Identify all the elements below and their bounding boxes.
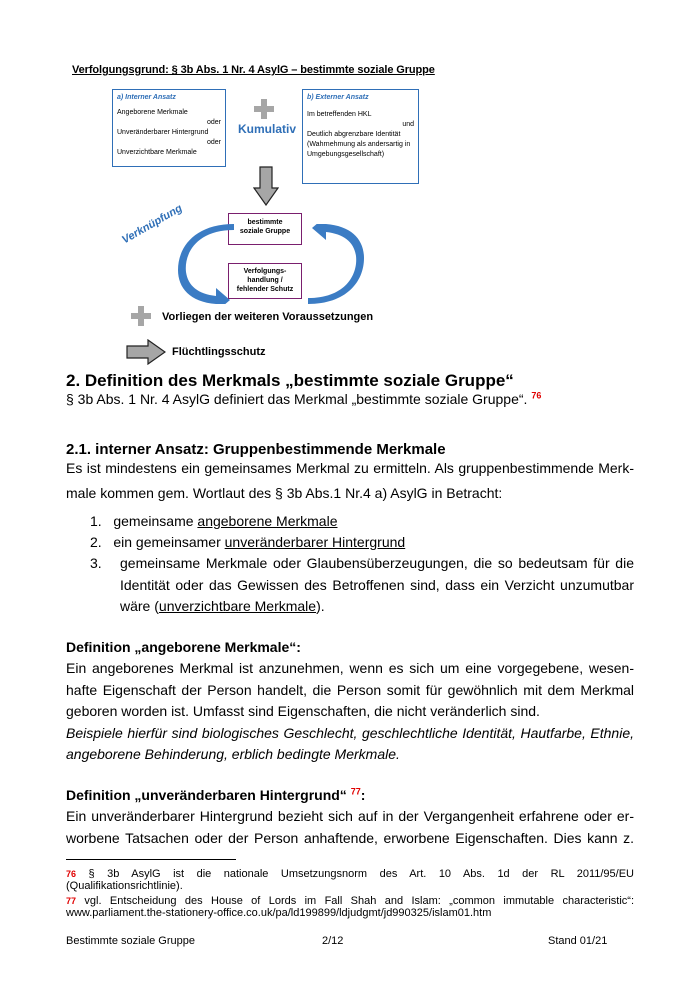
footnote-77 bbox=[66, 895, 634, 919]
innate-features: Angeborene Merkmale bbox=[117, 109, 188, 116]
list-number: 1. bbox=[90, 513, 102, 529]
footnote-divider bbox=[66, 859, 236, 860]
indispensable-features: Unverzichtbare Merkmale bbox=[117, 149, 197, 156]
footer-left: Bestimmte soziale Gruppe bbox=[66, 935, 195, 947]
down-arrow-icon bbox=[253, 166, 279, 206]
list-item-3-line2: Identität oder das Gewissen des Betroffenen sind, dass ein Verzicht unzumutbar bbox=[120, 577, 634, 593]
footnote-76-line2: (Qualifikationsrichtlinie). bbox=[66, 880, 183, 892]
list-item-3-line3 bbox=[120, 596, 325, 616]
definition-innate-line1: Ein angeborenes Merkmal ist anzunehmen, wenn es sich um eine vorgegebene, wesen- bbox=[66, 660, 634, 676]
definition-innate-heading: Definition „angeborene Merkmale“: bbox=[66, 639, 301, 655]
or-label: oder bbox=[206, 119, 221, 126]
section-2-sentence: § 3b Abs. 1 Nr. 4 AsylG definiert das Merkmal „bestimmte soziale Gruppe“. bbox=[66, 391, 528, 407]
persecution-line1: Verfolgungs- bbox=[243, 268, 287, 275]
definition-innate-line3: geboren worden ist. Umfasst sind Eigenschaften, die nicht veränderlich sind. bbox=[66, 703, 540, 719]
footnote-76-number: 76 bbox=[66, 869, 77, 879]
internal-approach-heading: a) Interner Ansatz bbox=[117, 94, 176, 101]
persecution-box bbox=[228, 263, 302, 299]
list-item bbox=[90, 532, 405, 552]
list-underlined: unverzichtbare Merkmale bbox=[158, 598, 317, 614]
internal-approach-box bbox=[112, 89, 226, 167]
plus-icon bbox=[254, 99, 274, 119]
section-2-1-line1: Es ist mindestens ein gemeinsames Merkmal zu ermitteln. Als gruppenbestimmende Merk- bbox=[66, 460, 634, 476]
definition-innate-line2: hafte Eigenschaft der Person handelt, die Person somit für gewöhnlich mit dem Merkmal bbox=[66, 682, 634, 698]
list-text: wäre ( bbox=[120, 598, 159, 614]
persecution-line3: fehlender Schutz bbox=[236, 286, 294, 293]
definition-background-line1: Ein unveränderbarer Hintergrund bezieht sich auf in der Vergangenheit erfahrene oder er- bbox=[66, 808, 634, 824]
definition-innate-examples1: Beispiele hierfür sind biologisches Geschlecht, geschlechtliche Identität, Hautfarbe, Ethnie, bbox=[66, 725, 634, 741]
distinct-identity: Deutlich abgrenzbare Identität bbox=[307, 131, 401, 138]
and-label: und bbox=[402, 121, 414, 128]
footnote-77-line1: vgl. Entscheidung des House of Lords im Fall Shah and Islam: „common immutable characteristic“: bbox=[84, 895, 634, 907]
social-group-line1: bestimmte bbox=[247, 219, 283, 226]
right-arrow-icon bbox=[126, 339, 166, 365]
or-label: oder bbox=[206, 139, 221, 146]
refugee-protection: Flüchtlingsschutz bbox=[172, 346, 266, 358]
list-item bbox=[90, 511, 338, 531]
footnote-77-number: 77 bbox=[66, 896, 77, 906]
list-text: gemeinsame bbox=[113, 513, 198, 529]
perceived-different: (Wahrnehmung als andersartig in bbox=[307, 141, 411, 148]
section-2-text bbox=[66, 389, 541, 409]
persecution-line2: handlung / bbox=[247, 277, 283, 284]
in-country-of-origin: Im betreffenden HKL bbox=[307, 111, 372, 118]
cumulative-label: Kumulativ bbox=[238, 122, 297, 136]
section-2-1-line2: male kommen gem. Wortlaut des § 3b Abs.1 Nr.4 a) AsylG in Betracht: bbox=[66, 485, 503, 501]
list-text: ). bbox=[316, 598, 325, 614]
unchangeable-background: Unveränderbarer Hintergrund bbox=[117, 129, 209, 136]
definition-background-title: Definition „unveränderbaren Hintergrund“ bbox=[66, 787, 347, 803]
diagram-title: Verfolgungsgrund: § 3b Abs. 1 Nr. 4 AsylG – bestimmte soziale Gruppe bbox=[72, 64, 435, 76]
further-requirements: Vorliegen der weiteren Voraussetzungen bbox=[162, 311, 374, 323]
surrounding-society: Umgebungsgesellschaft) bbox=[307, 151, 385, 158]
definition-background-line2: worbene Tatsachen oder der Person anhaftende, erworbene Eigenschaften. Dies kann z. bbox=[66, 830, 634, 846]
colon: : bbox=[360, 787, 366, 803]
list-item-3-number: 3. bbox=[90, 555, 102, 571]
footnote-76 bbox=[66, 868, 634, 892]
footnote-77-link[interactable]: www.parliament.the-stationery-office.co.uk/pa/ld199899/ldjudgmt/jd990325/islam01.htm bbox=[66, 907, 492, 919]
section-2-1-heading: 2.1. interner Ansatz: Gruppenbestimmende Merkmale bbox=[66, 441, 446, 458]
list-number: 2. bbox=[90, 534, 102, 550]
external-approach-box bbox=[302, 89, 419, 184]
plus-icon bbox=[131, 306, 151, 326]
external-approach-heading: b) Externer Ansatz bbox=[307, 94, 369, 101]
social-group-line2: soziale Gruppe bbox=[239, 228, 291, 235]
list-underlined: unveränderbarer Hintergrund bbox=[224, 534, 406, 550]
section-2-heading: 2. Definition des Merkmals „bestimmte soziale Gruppe“ bbox=[66, 371, 514, 390]
definition-innate-examples2: angeborene Behinderung, erblich bedingte Merkmale. bbox=[66, 746, 400, 762]
link-label: Verknüpfung bbox=[120, 202, 185, 247]
list-item-3-line1: gemeinsame Merkmale oder Glaubensüberzeugungen, die so bedeutsam für die bbox=[120, 555, 634, 571]
footer-right: Stand 01/21 bbox=[548, 935, 608, 947]
list-text: ein gemeinsamer bbox=[113, 534, 225, 550]
page-number: 2/12 bbox=[322, 935, 344, 947]
definition-background-heading bbox=[66, 787, 365, 803]
footnote-ref-76[interactable]: 76 bbox=[531, 390, 542, 401]
footnote-76-line1: § 3b AsylG ist die nationale Umsetzungsnorm des Art. 10 Abs. 1d der RL 2011/95/EU bbox=[88, 868, 634, 880]
footnote-ref-77[interactable]: 77 bbox=[350, 786, 361, 797]
list-underlined: angeborene Merkmale bbox=[197, 513, 338, 529]
